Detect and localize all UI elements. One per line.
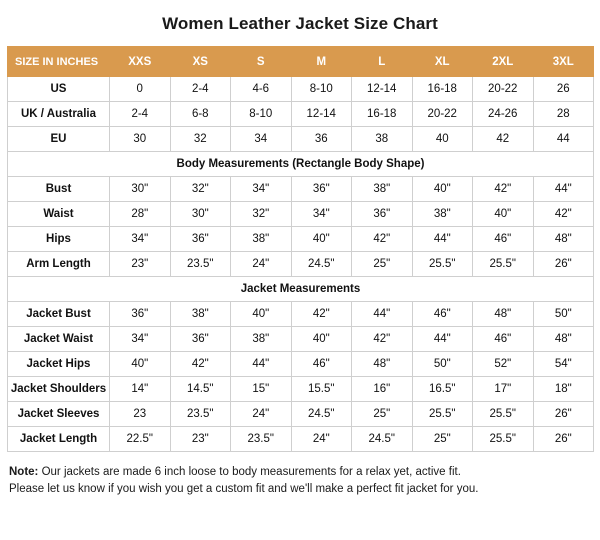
- page-title: Women Leather Jacket Size Chart: [162, 14, 438, 33]
- cell: 46": [473, 227, 534, 252]
- cell: 24": [231, 402, 292, 427]
- row-label: Arm Length: [8, 252, 110, 277]
- note-line-2: Please let us know if you wish you get a custom fit and we'll make a perfect fit jacket for you.: [9, 483, 479, 495]
- cell: 42": [473, 177, 534, 202]
- table-row: [8, 77, 594, 102]
- row-label: UK / Australia: [8, 102, 110, 127]
- cell: 2-4: [110, 102, 171, 127]
- section-row-jacket-measurements: [8, 277, 594, 302]
- column-header-2xl: 2XL: [473, 47, 534, 77]
- row-label: US: [8, 77, 110, 102]
- cell: 38: [352, 127, 413, 152]
- cell: 30": [170, 202, 231, 227]
- cell: 36": [110, 302, 171, 327]
- column-header-l: L: [352, 47, 413, 77]
- size-chart-table: [7, 46, 594, 452]
- section-label: Jacket Measurements: [8, 277, 594, 302]
- cell: 40": [110, 352, 171, 377]
- cell: 25.5": [412, 402, 473, 427]
- cell: 17": [473, 377, 534, 402]
- table-row: [8, 102, 594, 127]
- row-label: Jacket Waist: [8, 327, 110, 352]
- cell: 40": [291, 327, 352, 352]
- cell: 36: [291, 127, 352, 152]
- cell: 12-14: [291, 102, 352, 127]
- cell: 15": [231, 377, 292, 402]
- cell: 14": [110, 377, 171, 402]
- cell: 38": [231, 227, 292, 252]
- cell: 26": [533, 402, 594, 427]
- table-header-row: [8, 47, 594, 77]
- cell: 23.5": [170, 252, 231, 277]
- cell: 40": [291, 227, 352, 252]
- cell: 38": [231, 327, 292, 352]
- cell: 46": [412, 302, 473, 327]
- cell: 46": [473, 327, 534, 352]
- table-row: [8, 352, 594, 377]
- cell: 44": [412, 227, 473, 252]
- cell: 26": [533, 252, 594, 277]
- cell: 44": [533, 177, 594, 202]
- cell: 6-8: [170, 102, 231, 127]
- cell: 23": [110, 252, 171, 277]
- cell: 24-26: [473, 102, 534, 127]
- row-label: Hips: [8, 227, 110, 252]
- cell: 48": [533, 227, 594, 252]
- cell: 26: [533, 77, 594, 102]
- cell: 34": [110, 227, 171, 252]
- cell: 28: [533, 102, 594, 127]
- cell: 23: [110, 402, 171, 427]
- row-label: Jacket Length: [8, 427, 110, 452]
- cell: 25.5": [473, 402, 534, 427]
- cell: 32": [170, 177, 231, 202]
- cell: 18": [533, 377, 594, 402]
- cell: 38": [352, 177, 413, 202]
- cell: 25": [412, 427, 473, 452]
- cell: 34": [231, 177, 292, 202]
- table-row: [8, 377, 594, 402]
- row-label: Jacket Shoulders: [8, 377, 110, 402]
- cell: 48": [352, 352, 413, 377]
- cell: 22.5": [110, 427, 171, 452]
- row-label: Jacket Hips: [8, 352, 110, 377]
- cell: 36": [352, 202, 413, 227]
- table-row: [8, 402, 594, 427]
- table-row: [8, 302, 594, 327]
- cell: 42": [170, 352, 231, 377]
- cell: 40": [473, 202, 534, 227]
- cell: 28": [110, 202, 171, 227]
- cell: 24": [231, 252, 292, 277]
- column-header-xs: XS: [170, 47, 231, 77]
- row-label: Jacket Sleeves: [8, 402, 110, 427]
- table-row: [8, 202, 594, 227]
- cell: 23.5": [170, 402, 231, 427]
- cell: 42": [533, 202, 594, 227]
- cell: 36": [170, 327, 231, 352]
- cell: 23.5": [231, 427, 292, 452]
- cell: 50": [412, 352, 473, 377]
- cell: 25.5": [473, 252, 534, 277]
- cell: 15.5": [291, 377, 352, 402]
- cell: 52": [473, 352, 534, 377]
- cell: 4-6: [231, 77, 292, 102]
- cell: 40": [231, 302, 292, 327]
- column-header-xl: XL: [412, 47, 473, 77]
- cell: 16-18: [412, 77, 473, 102]
- cell: 8-10: [231, 102, 292, 127]
- note-line-1: [9, 464, 591, 481]
- cell: 24.5": [352, 427, 413, 452]
- table-row: [8, 427, 594, 452]
- column-header-xxs: XXS: [110, 47, 171, 77]
- cell: 24.5": [291, 402, 352, 427]
- cell: 38": [412, 202, 473, 227]
- row-label: EU: [8, 127, 110, 152]
- cell: 14.5": [170, 377, 231, 402]
- cell: 42": [352, 327, 413, 352]
- cell: 50": [533, 302, 594, 327]
- cell: 25.5": [473, 427, 534, 452]
- row-label: Waist: [8, 202, 110, 227]
- cell: 16.5": [412, 377, 473, 402]
- cell: 25": [352, 402, 413, 427]
- cell: 26": [533, 427, 594, 452]
- section-label: Body Measurements (Rectangle Body Shape): [8, 152, 594, 177]
- table-row: [8, 252, 594, 277]
- cell: 44": [352, 302, 413, 327]
- note-text-1: Our jackets are made 6 inch loose to body measurements for a relax yet, active fit.: [38, 466, 461, 478]
- cell: 34": [291, 202, 352, 227]
- cell: 25.5": [412, 252, 473, 277]
- cell: 30: [110, 127, 171, 152]
- cell: 23": [170, 427, 231, 452]
- table-row: [8, 327, 594, 352]
- cell: 42: [473, 127, 534, 152]
- cell: 24": [291, 427, 352, 452]
- note-block: [9, 464, 591, 498]
- note-label: Note:: [9, 466, 39, 478]
- table-row: [8, 177, 594, 202]
- cell: 40: [412, 127, 473, 152]
- cell: 48": [533, 327, 594, 352]
- cell: 16": [352, 377, 413, 402]
- cell: 38": [170, 302, 231, 327]
- cell: 36": [291, 177, 352, 202]
- cell: 42": [291, 302, 352, 327]
- cell: 46": [291, 352, 352, 377]
- row-label: Bust: [8, 177, 110, 202]
- cell: 2-4: [170, 77, 231, 102]
- cell: 40": [412, 177, 473, 202]
- cell: 30": [110, 177, 171, 202]
- cell: 0: [110, 77, 171, 102]
- section-row-body-measurements: [8, 152, 594, 177]
- cell: 34: [231, 127, 292, 152]
- cell: 32: [170, 127, 231, 152]
- cell: 16-18: [352, 102, 413, 127]
- cell: 44": [412, 327, 473, 352]
- cell: 12-14: [352, 77, 413, 102]
- cell: 32": [231, 202, 292, 227]
- cell: 48": [473, 302, 534, 327]
- column-header-m: M: [291, 47, 352, 77]
- cell: 36": [170, 227, 231, 252]
- cell: 44": [231, 352, 292, 377]
- cell: 34": [110, 327, 171, 352]
- row-label: Jacket Bust: [8, 302, 110, 327]
- column-header-size-in-inches: SIZE IN INCHES: [8, 47, 110, 77]
- cell: 44: [533, 127, 594, 152]
- cell: 20-22: [412, 102, 473, 127]
- cell: 24.5": [291, 252, 352, 277]
- column-header-3xl: 3XL: [533, 47, 594, 77]
- cell: 20-22: [473, 77, 534, 102]
- cell: 54": [533, 352, 594, 377]
- column-header-s: S: [231, 47, 292, 77]
- table-row: [8, 227, 594, 252]
- table-row: [8, 127, 594, 152]
- cell: 8-10: [291, 77, 352, 102]
- cell: 25": [352, 252, 413, 277]
- cell: 42": [352, 227, 413, 252]
